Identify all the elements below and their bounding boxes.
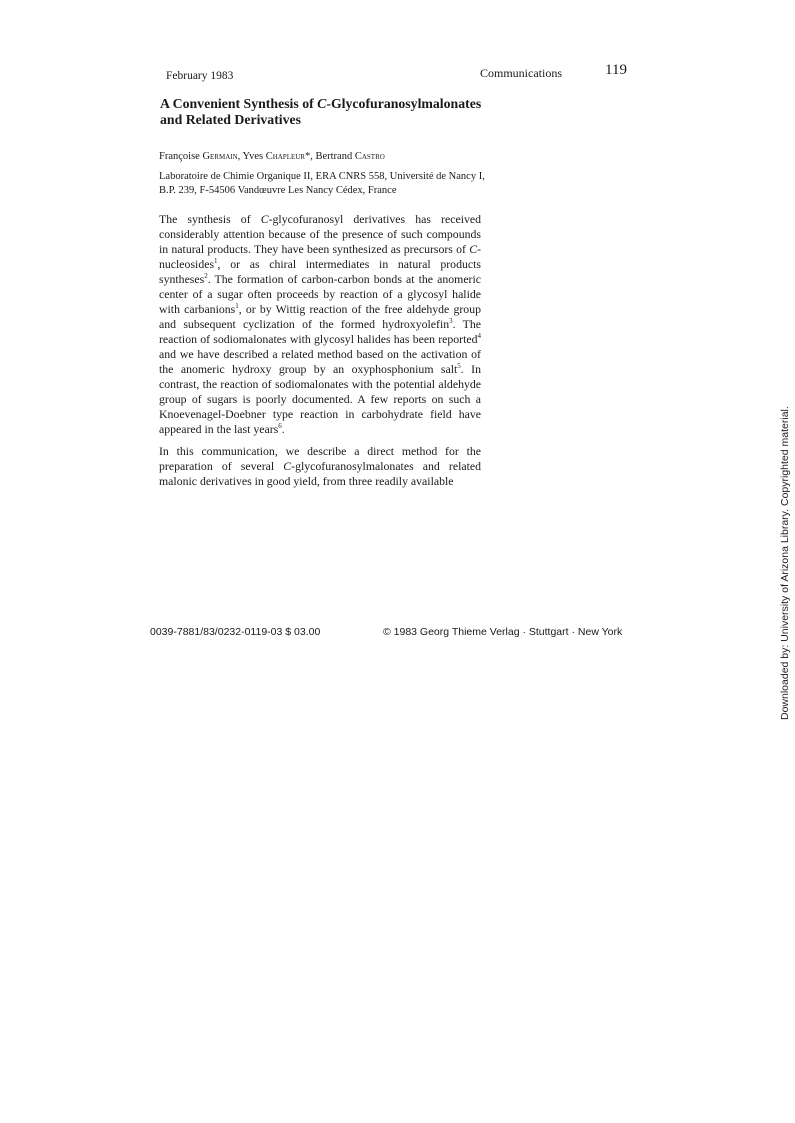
author-first: Françoise xyxy=(159,151,203,162)
footer-code: 0039-7881/83/0232-0119-03 $ 03.00 xyxy=(150,626,321,638)
header-journal: Communications xyxy=(480,66,562,80)
reference-mark: 6 xyxy=(278,422,282,431)
author-first: Yves xyxy=(242,151,266,162)
text-run: . xyxy=(281,422,285,436)
article-title xyxy=(160,96,500,128)
title-prefix: A Convenient Synthesis of xyxy=(160,96,318,111)
italic-c: C xyxy=(260,212,269,226)
author-last: Germain xyxy=(202,151,238,162)
reference-mark: 4 xyxy=(477,332,481,341)
author-last: Castro xyxy=(354,151,385,162)
corresponding-mark: * xyxy=(304,151,311,162)
text-run: and we have described a related method based on the activation of the anomeric hydroxy group by an oxyphosphonium salt xyxy=(159,347,481,376)
text-run: -glycofuranosylmalonates and related malonic derivatives in good yield, from three readily available xyxy=(159,459,481,488)
footer-copyright: © 1983 Georg Thieme Verlag · Stuttgart · New York xyxy=(383,626,623,638)
text-run: . The formation of carbon-carbon bonds at the anomeric center of a sugar often proceeds by reaction of a glycosyl halide with carbanions xyxy=(159,272,481,316)
author-last: Chapleur xyxy=(265,151,305,162)
title-suffix: -Glycofuranosylmalonates and Related Derivatives xyxy=(160,96,482,127)
text-run: The synthesis of xyxy=(159,212,261,226)
italic-c: C xyxy=(283,459,292,473)
download-watermark: Downloaded by: University of Arizona Library. Copyrighted material. xyxy=(779,406,791,720)
text-run: , or by Wittig reaction of the free aldehyde group and subsequent cyclization of the formed hydroxyolefin xyxy=(159,302,481,331)
reference-mark: 5 xyxy=(457,362,461,371)
text-run: In this communication, we describe a direct method for the preparation of several xyxy=(159,444,481,473)
text-run: , or as chiral intermediates in natural products syntheses xyxy=(159,257,481,286)
reference-mark: 2 xyxy=(204,272,208,281)
reference-mark: 1 xyxy=(235,302,239,311)
article-body xyxy=(159,212,481,496)
author-first: Bertrand xyxy=(315,151,355,162)
reference-mark: 1 xyxy=(214,257,218,266)
affiliation: Laboratoire de Chimie Organique II, ERA CNRS 558, Université de Nancy I, B.P. 239, F-54506 Vandœuvre Les Nancy Cédex, France xyxy=(159,171,485,196)
text-run: -glycofuranosyl derivatives has received considerably attention because of the presence of such compounds in natural products. They have been synthesized as precursors of xyxy=(159,212,481,256)
paragraph xyxy=(159,444,481,489)
text-run: -nucleosides xyxy=(159,242,481,271)
page-number: 119 xyxy=(605,62,627,78)
reference-mark: 3 xyxy=(449,317,453,326)
title-italic: C xyxy=(317,96,327,111)
header-date: February 1983 xyxy=(166,70,234,82)
paragraph xyxy=(159,212,481,437)
italic-c: C xyxy=(469,242,478,256)
text-run: . The reaction of sodiomalonates with glycosyl halides has been reported xyxy=(159,317,481,346)
text-run: . In contrast, the reaction of sodiomalonates with the potential aldehyde group of sugars is poorly documented. A few reports on such a Knoevenagel-Doebner type reaction in carbohydrate field have appeared in the last years xyxy=(159,362,481,436)
author-list: Françoise Germain, Yves Chapleur*, Bertrand Castro xyxy=(159,151,385,162)
